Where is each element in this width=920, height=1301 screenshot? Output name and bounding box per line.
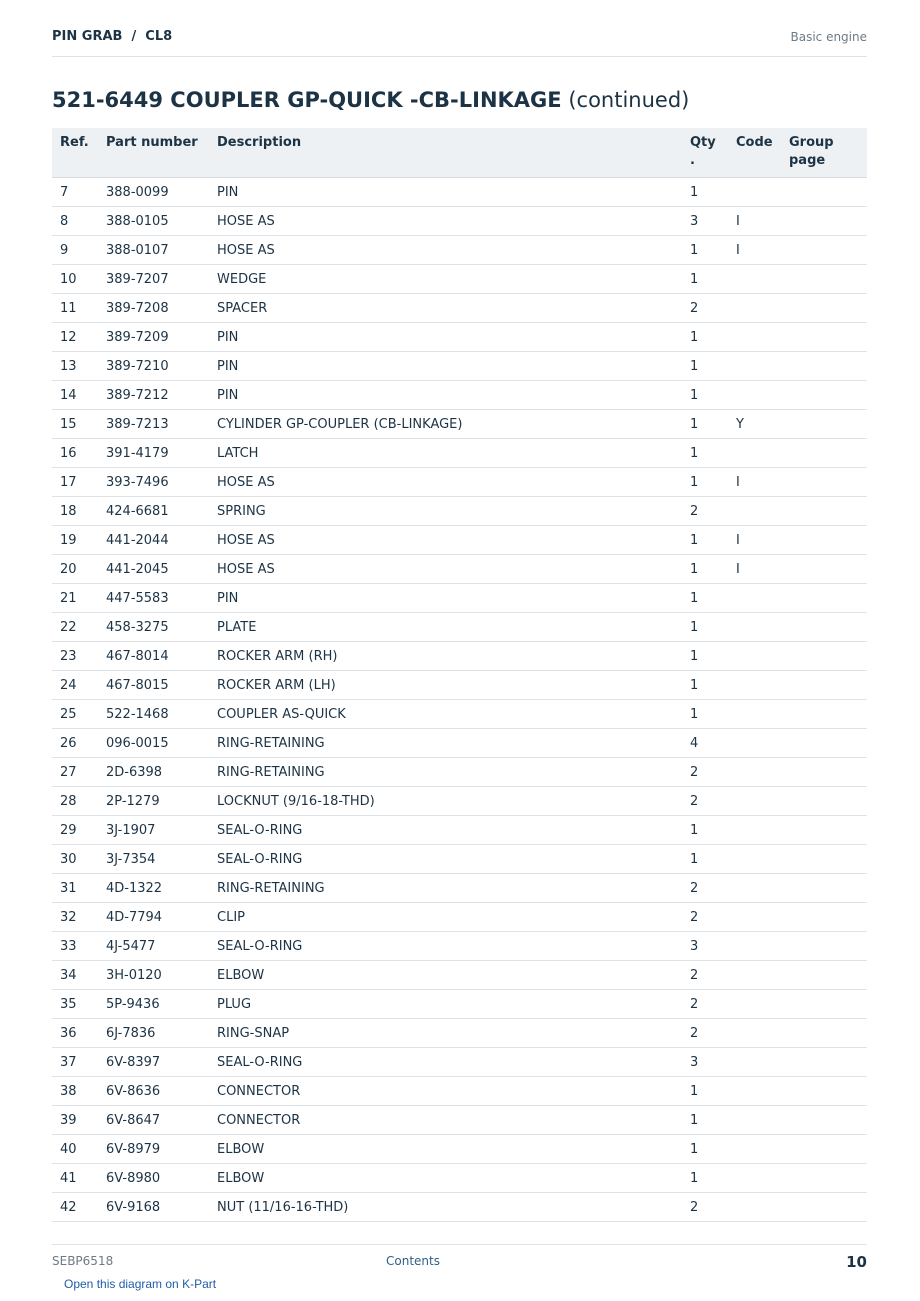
group-page-cell [781, 439, 867, 468]
group-page-cell [781, 1193, 867, 1222]
code-cell: I [728, 468, 781, 497]
part-number-cell[interactable]: 4D-1322 [98, 874, 209, 903]
table-row [52, 1106, 867, 1135]
ref-cell: 26 [52, 729, 98, 758]
part-number-cell[interactable]: 389-7210 [98, 352, 209, 381]
table-row [52, 1048, 867, 1077]
ref-cell: 11 [52, 294, 98, 323]
description-cell: SPRING [209, 497, 682, 526]
ref-cell: 33 [52, 932, 98, 961]
qty-cell: 2 [682, 990, 728, 1019]
part-number-cell[interactable]: 388-0099 [98, 178, 209, 207]
page-header [52, 28, 867, 57]
qty-cell: 1 [682, 439, 728, 468]
ref-cell: 34 [52, 961, 98, 990]
description-cell: CONNECTOR [209, 1106, 682, 1135]
qty-cell: 2 [682, 903, 728, 932]
description-cell: HOSE AS [209, 207, 682, 236]
ref-cell: 27 [52, 758, 98, 787]
description-cell: NUT (11/16-16-THD) [209, 1193, 682, 1222]
description-cell: PLATE [209, 613, 682, 642]
part-number-cell[interactable]: 6V-8647 [98, 1106, 209, 1135]
ref-cell: 30 [52, 845, 98, 874]
qty-cell: 1 [682, 265, 728, 294]
ref-cell: 36 [52, 1019, 98, 1048]
ref-cell: 24 [52, 671, 98, 700]
part-number-cell[interactable]: 393-7496 [98, 468, 209, 497]
description-cell: SEAL-O-RING [209, 1048, 682, 1077]
group-page-cell [781, 207, 867, 236]
group-page-cell [781, 816, 867, 845]
group-page-cell [781, 729, 867, 758]
part-number-cell[interactable]: 441-2045 [98, 555, 209, 584]
part-number-cell[interactable]: 6V-8980 [98, 1164, 209, 1193]
qty-cell: 2 [682, 874, 728, 903]
table-row [52, 294, 867, 323]
description-cell: ELBOW [209, 961, 682, 990]
part-number-cell[interactable]: 388-0107 [98, 236, 209, 265]
open-in-kpart-link[interactable]: Open this diagram on K-Part [64, 1277, 217, 1291]
group-page-cell [781, 613, 867, 642]
ref-cell: 38 [52, 1077, 98, 1106]
breadcrumb: PIN GRAB / CL8 [52, 29, 173, 44]
qty-cell: 2 [682, 497, 728, 526]
description-cell: ELBOW [209, 1135, 682, 1164]
description-cell: ROCKER ARM (RH) [209, 642, 682, 671]
ref-cell: 19 [52, 526, 98, 555]
table-row [52, 932, 867, 961]
code-cell: Y [728, 410, 781, 439]
group-page-cell [781, 700, 867, 729]
description-cell: CLIP [209, 903, 682, 932]
qty-cell: 1 [682, 555, 728, 584]
description-cell: LOCKNUT (9/16-18-THD) [209, 787, 682, 816]
table-header-row [52, 128, 867, 178]
code-cell [728, 990, 781, 1019]
part-number-cell[interactable]: 6V-8636 [98, 1077, 209, 1106]
qty-cell: 1 [682, 1077, 728, 1106]
part-number-cell[interactable]: 5P-9436 [98, 990, 209, 1019]
group-page-cell [781, 671, 867, 700]
title-suffix: (continued) [568, 88, 690, 112]
group-page-cell [781, 294, 867, 323]
group-page-cell [781, 178, 867, 207]
col-header-description: Description [209, 128, 682, 178]
group-page-cell [781, 1019, 867, 1048]
group-page-cell [781, 1106, 867, 1135]
group-page-cell [781, 642, 867, 671]
page-number: 10 [846, 1253, 867, 1271]
ref-cell: 28 [52, 787, 98, 816]
description-cell: COUPLER AS-QUICK [209, 700, 682, 729]
qty-cell: 1 [682, 468, 728, 497]
part-number-cell[interactable]: 389-7213 [98, 410, 209, 439]
description-cell: ELBOW [209, 1164, 682, 1193]
group-page-cell [781, 555, 867, 584]
title-main: 521-6449 COUPLER GP-QUICK -CB-LINKAGE [52, 88, 562, 112]
code-cell: I [728, 526, 781, 555]
qty-cell: 1 [682, 584, 728, 613]
ref-cell: 37 [52, 1048, 98, 1077]
code-cell [728, 265, 781, 294]
group-page-cell [781, 265, 867, 294]
code-cell [728, 758, 781, 787]
col-header-ref: Ref. [52, 128, 98, 178]
code-cell [728, 584, 781, 613]
code-cell: I [728, 207, 781, 236]
part-number-cell[interactable]: 3H-0120 [98, 961, 209, 990]
page-footer [52, 1244, 867, 1301]
qty-cell: 1 [682, 1106, 728, 1135]
ref-cell: 14 [52, 381, 98, 410]
qty-cell: 1 [682, 178, 728, 207]
group-page-cell [781, 990, 867, 1019]
part-number-cell[interactable]: 447-5583 [98, 584, 209, 613]
part-number-cell[interactable]: 389-7208 [98, 294, 209, 323]
qty-cell: 1 [682, 1164, 728, 1193]
table-row [52, 207, 867, 236]
table-row [52, 613, 867, 642]
qty-cell: 2 [682, 1193, 728, 1222]
part-number-cell[interactable]: 467-8014 [98, 642, 209, 671]
group-page-cell [781, 584, 867, 613]
description-cell: WEDGE [209, 265, 682, 294]
table-row [52, 990, 867, 1019]
part-number-cell[interactable]: 6J-7836 [98, 1019, 209, 1048]
group-page-cell [781, 410, 867, 439]
ref-cell: 16 [52, 439, 98, 468]
table-row [52, 961, 867, 990]
ref-cell: 29 [52, 816, 98, 845]
table-row [52, 816, 867, 845]
qty-cell: 2 [682, 787, 728, 816]
ref-cell: 7 [52, 178, 98, 207]
part-number-cell[interactable]: 388-0105 [98, 207, 209, 236]
description-cell: PIN [209, 323, 682, 352]
ref-cell: 39 [52, 1106, 98, 1135]
group-page-cell [781, 903, 867, 932]
document-code: SEBP6518 [52, 1254, 114, 1268]
table-row [52, 178, 867, 207]
ref-cell: 31 [52, 874, 98, 903]
description-cell: SEAL-O-RING [209, 816, 682, 845]
description-cell: RING-RETAINING [209, 729, 682, 758]
col-header-group-page: Group page [781, 128, 867, 178]
code-cell [728, 1106, 781, 1135]
part-number-cell[interactable]: 389-7212 [98, 381, 209, 410]
description-cell: HOSE AS [209, 236, 682, 265]
code-cell [728, 294, 781, 323]
table-row [52, 903, 867, 932]
group-page-cell [781, 961, 867, 990]
col-header-qty: Qty . [682, 128, 728, 178]
ref-cell: 15 [52, 410, 98, 439]
part-number-cell[interactable]: 2D-6398 [98, 758, 209, 787]
code-cell [728, 961, 781, 990]
description-cell: PLUG [209, 990, 682, 1019]
table-row [52, 1193, 867, 1222]
ref-cell: 9 [52, 236, 98, 265]
table-row [52, 758, 867, 787]
code-cell [728, 700, 781, 729]
description-cell: RING-RETAINING [209, 758, 682, 787]
qty-cell: 1 [682, 642, 728, 671]
description-cell: CYLINDER GP-COUPLER (CB-LINKAGE) [209, 410, 682, 439]
code-cell [728, 671, 781, 700]
code-cell [728, 1077, 781, 1106]
ref-cell: 12 [52, 323, 98, 352]
table-row [52, 845, 867, 874]
part-number-cell[interactable]: 389-7209 [98, 323, 209, 352]
col-header-code: Code [728, 128, 781, 178]
description-cell: RING-SNAP [209, 1019, 682, 1048]
table-row [52, 381, 867, 410]
part-number-cell[interactable]: 391-4179 [98, 439, 209, 468]
description-cell: PIN [209, 352, 682, 381]
group-page-cell [781, 874, 867, 903]
qty-cell: 4 [682, 729, 728, 758]
table-row [52, 671, 867, 700]
description-cell: SEAL-O-RING [209, 845, 682, 874]
part-number-cell[interactable]: 467-8015 [98, 671, 209, 700]
table-row [52, 700, 867, 729]
part-number-cell[interactable]: 458-3275 [98, 613, 209, 642]
section-label: Basic engine [790, 30, 867, 44]
part-number-cell[interactable]: 4D-7794 [98, 903, 209, 932]
part-number-cell[interactable]: 3J-7354 [98, 845, 209, 874]
qty-cell: 1 [682, 352, 728, 381]
description-cell: SEAL-O-RING [209, 932, 682, 961]
page-title [52, 88, 689, 112]
ref-cell: 32 [52, 903, 98, 932]
code-cell [728, 787, 781, 816]
description-cell: RING-RETAINING [209, 874, 682, 903]
group-page-cell [781, 1135, 867, 1164]
part-number-cell[interactable]: 389-7207 [98, 265, 209, 294]
part-number-cell[interactable]: 6V-9168 [98, 1193, 209, 1222]
code-cell [728, 816, 781, 845]
ref-cell: 42 [52, 1193, 98, 1222]
col-header-part-number: Part number [98, 128, 209, 178]
code-cell [728, 932, 781, 961]
table-row [52, 874, 867, 903]
description-cell: PIN [209, 584, 682, 613]
qty-cell: 1 [682, 1135, 728, 1164]
table-row [52, 1135, 867, 1164]
qty-cell: 2 [682, 294, 728, 323]
contents-link[interactable]: Contents [386, 1254, 440, 1268]
qty-cell: 1 [682, 613, 728, 642]
qty-cell: 2 [682, 1019, 728, 1048]
table-row [52, 265, 867, 294]
qty-cell: 3 [682, 207, 728, 236]
group-page-cell [781, 352, 867, 381]
code-cell [728, 1019, 781, 1048]
part-number-cell[interactable]: 096-0015 [98, 729, 209, 758]
ref-cell: 18 [52, 497, 98, 526]
qty-cell: 2 [682, 758, 728, 787]
code-cell [728, 613, 781, 642]
ref-cell: 21 [52, 584, 98, 613]
group-page-cell [781, 381, 867, 410]
description-cell: HOSE AS [209, 468, 682, 497]
code-cell [728, 1048, 781, 1077]
code-cell [728, 1135, 781, 1164]
group-page-cell [781, 497, 867, 526]
code-cell [728, 845, 781, 874]
part-number-cell[interactable]: 2P-1279 [98, 787, 209, 816]
table-body [52, 178, 867, 1222]
ref-cell: 20 [52, 555, 98, 584]
qty-cell: 1 [682, 816, 728, 845]
part-number-cell[interactable]: 6V-8397 [98, 1048, 209, 1077]
group-page-cell [781, 323, 867, 352]
table-row [52, 236, 867, 265]
qty-cell: 3 [682, 1048, 728, 1077]
part-number-cell[interactable]: 6V-8979 [98, 1135, 209, 1164]
table-row [52, 439, 867, 468]
qty-cell: 2 [682, 961, 728, 990]
description-cell: CONNECTOR [209, 1077, 682, 1106]
code-cell [728, 352, 781, 381]
group-page-cell [781, 468, 867, 497]
description-cell: SPACER [209, 294, 682, 323]
table-row [52, 468, 867, 497]
parts-table [52, 128, 867, 1222]
ref-cell: 40 [52, 1135, 98, 1164]
code-cell [728, 439, 781, 468]
qty-cell: 1 [682, 410, 728, 439]
part-number-cell[interactable]: 4J-5477 [98, 932, 209, 961]
table-row [52, 642, 867, 671]
table-row [52, 1019, 867, 1048]
code-cell [728, 497, 781, 526]
qty-cell: 1 [682, 700, 728, 729]
table-row [52, 526, 867, 555]
code-cell [728, 903, 781, 932]
group-page-cell [781, 758, 867, 787]
part-number-cell[interactable]: 424-6681 [98, 497, 209, 526]
code-cell [728, 874, 781, 903]
group-page-cell [781, 1077, 867, 1106]
table-row [52, 352, 867, 381]
ref-cell: 13 [52, 352, 98, 381]
qty-cell: 1 [682, 381, 728, 410]
ref-cell: 10 [52, 265, 98, 294]
table-row [52, 323, 867, 352]
group-page-cell [781, 526, 867, 555]
qty-cell: 1 [682, 845, 728, 874]
group-page-cell [781, 845, 867, 874]
ref-cell: 25 [52, 700, 98, 729]
description-cell: LATCH [209, 439, 682, 468]
part-number-cell[interactable]: 441-2044 [98, 526, 209, 555]
code-cell: I [728, 555, 781, 584]
qty-cell: 1 [682, 236, 728, 265]
code-cell [728, 381, 781, 410]
ref-cell: 17 [52, 468, 98, 497]
ref-cell: 35 [52, 990, 98, 1019]
qty-cell: 1 [682, 323, 728, 352]
description-cell: HOSE AS [209, 526, 682, 555]
code-cell [728, 729, 781, 758]
table-row [52, 1077, 867, 1106]
ref-cell: 22 [52, 613, 98, 642]
ref-cell: 23 [52, 642, 98, 671]
table-row [52, 555, 867, 584]
qty-cell: 3 [682, 932, 728, 961]
code-cell [728, 178, 781, 207]
table-row [52, 584, 867, 613]
description-cell: PIN [209, 381, 682, 410]
code-cell [728, 323, 781, 352]
code-cell [728, 1164, 781, 1193]
group-page-cell [781, 1164, 867, 1193]
code-cell [728, 642, 781, 671]
table-row [52, 729, 867, 758]
description-cell: HOSE AS [209, 555, 682, 584]
group-page-cell [781, 932, 867, 961]
description-cell: PIN [209, 178, 682, 207]
ref-cell: 41 [52, 1164, 98, 1193]
qty-cell: 1 [682, 671, 728, 700]
qty-cell: 1 [682, 526, 728, 555]
table-row [52, 1164, 867, 1193]
code-cell [728, 1193, 781, 1222]
table-row [52, 410, 867, 439]
group-page-cell [781, 236, 867, 265]
description-cell: ROCKER ARM (LH) [209, 671, 682, 700]
code-cell: I [728, 236, 781, 265]
table-row [52, 787, 867, 816]
group-page-cell [781, 787, 867, 816]
ref-cell: 8 [52, 207, 98, 236]
part-number-cell[interactable]: 3J-1907 [98, 816, 209, 845]
part-number-cell[interactable]: 522-1468 [98, 700, 209, 729]
group-page-cell [781, 1048, 867, 1077]
table-row [52, 497, 867, 526]
